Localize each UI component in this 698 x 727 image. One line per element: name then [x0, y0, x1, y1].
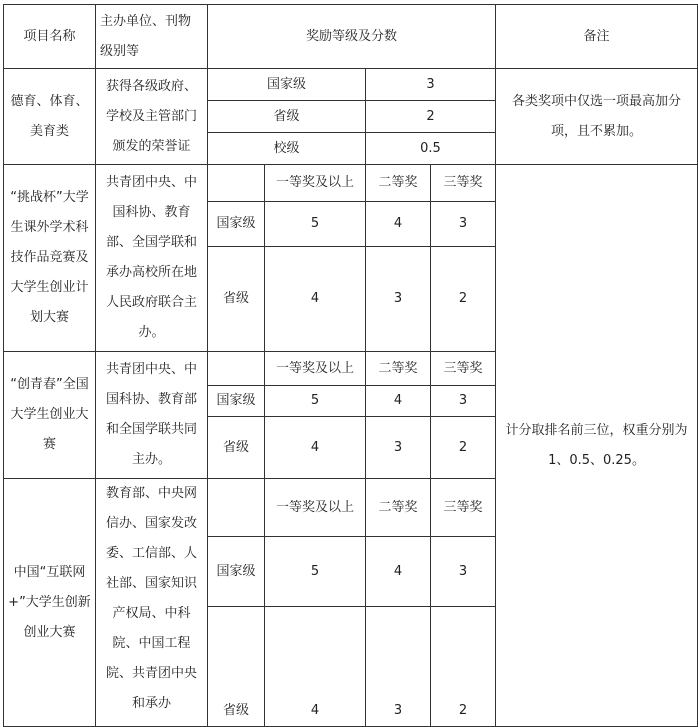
- level-name: 省级: [208, 417, 265, 479]
- level-score: 3: [366, 69, 496, 101]
- score-cell: 5: [265, 202, 366, 247]
- score-cell: 2: [431, 247, 496, 352]
- level-name: 国家级: [208, 537, 265, 607]
- level-name: 国家级: [208, 69, 366, 101]
- project-challenge-cup: “挑战杯”大学生课外学术科技作品竞赛及大学生创业计划大赛: [4, 165, 96, 352]
- prize-header: 二等奖: [366, 479, 431, 537]
- level-score: 0.5: [366, 133, 496, 165]
- score-cell: 5: [265, 537, 366, 607]
- level-name: 省级: [208, 101, 366, 133]
- organizer-challenge-cup: 共青团中央、中国科协、教育部、全国学联和承办高校所在地人民政府联合主办。: [96, 165, 208, 352]
- remark-competitions: 计分取排名前三位，权重分别为1、0.5、0.25。: [496, 165, 698, 727]
- empty-cell: [208, 479, 265, 537]
- prize-header: 三等奖: [431, 352, 496, 386]
- level-name: 省级: [208, 247, 265, 352]
- prize-header: 一等奖及以上: [265, 352, 366, 386]
- score-cell: 3: [431, 202, 496, 247]
- header-organizer: 主办单位、刊物级别等: [96, 5, 208, 69]
- project-internet-plus: 中国“互联网+”大学生创新创业大赛: [4, 479, 96, 727]
- level-name: 国家级: [208, 386, 265, 417]
- header-remark: 备注: [496, 5, 698, 69]
- award-score-table: [3, 4, 698, 727]
- score-cell: 4: [366, 202, 431, 247]
- prize-header: 一等奖及以上: [265, 165, 366, 202]
- organizer-youth-venture: 共青团中央、中国科协、教育部和全国学联共同主办。: [96, 352, 208, 479]
- table-row: [4, 165, 698, 202]
- score-cell: 2: [431, 417, 496, 479]
- score-cell: 4: [366, 386, 431, 417]
- score-cell: 3: [366, 417, 431, 479]
- organizer-moral: 获得各级政府、学校及主管部门颁发的荣誉证: [96, 69, 208, 165]
- prize-header: 二等奖: [366, 352, 431, 386]
- prize-header: 三等奖: [431, 165, 496, 202]
- prize-header: 二等奖: [366, 165, 431, 202]
- score-cell: 3: [431, 537, 496, 607]
- empty-cell: [208, 352, 265, 386]
- header-award-level: 奖励等级及分数: [208, 5, 496, 69]
- header-row: [4, 5, 698, 69]
- prize-header: 一等奖及以上: [265, 479, 366, 537]
- level-name: 国家级: [208, 202, 265, 247]
- level-score: 2: [366, 101, 496, 133]
- project-youth-venture: “创青春”全国大学生创业大赛: [4, 352, 96, 479]
- level-name: 校级: [208, 133, 366, 165]
- organizer-internet-plus: 教育部、中央网信办、国家发改委、工信部、人社部、国家知识产权局、中科院、中国工程院、共青团中央和承办: [96, 479, 208, 727]
- score-cell: 3: [366, 607, 431, 727]
- score-cell: 4: [265, 607, 366, 727]
- score-cell: 4: [265, 247, 366, 352]
- header-project: 项目名称: [4, 5, 96, 69]
- score-cell: 4: [265, 417, 366, 479]
- score-cell: 4: [366, 537, 431, 607]
- table-row: [4, 69, 698, 101]
- remark-moral: 各类奖项中仅选一项最高加分项，且不累加。: [496, 69, 698, 165]
- score-cell: 3: [431, 386, 496, 417]
- level-name: 省级: [208, 607, 265, 727]
- score-cell: 3: [366, 247, 431, 352]
- empty-cell: [208, 165, 265, 202]
- score-cell: 5: [265, 386, 366, 417]
- prize-header: 三等奖: [431, 479, 496, 537]
- project-moral: 德育、体育、美育类: [4, 69, 96, 165]
- score-cell: 2: [431, 607, 496, 727]
